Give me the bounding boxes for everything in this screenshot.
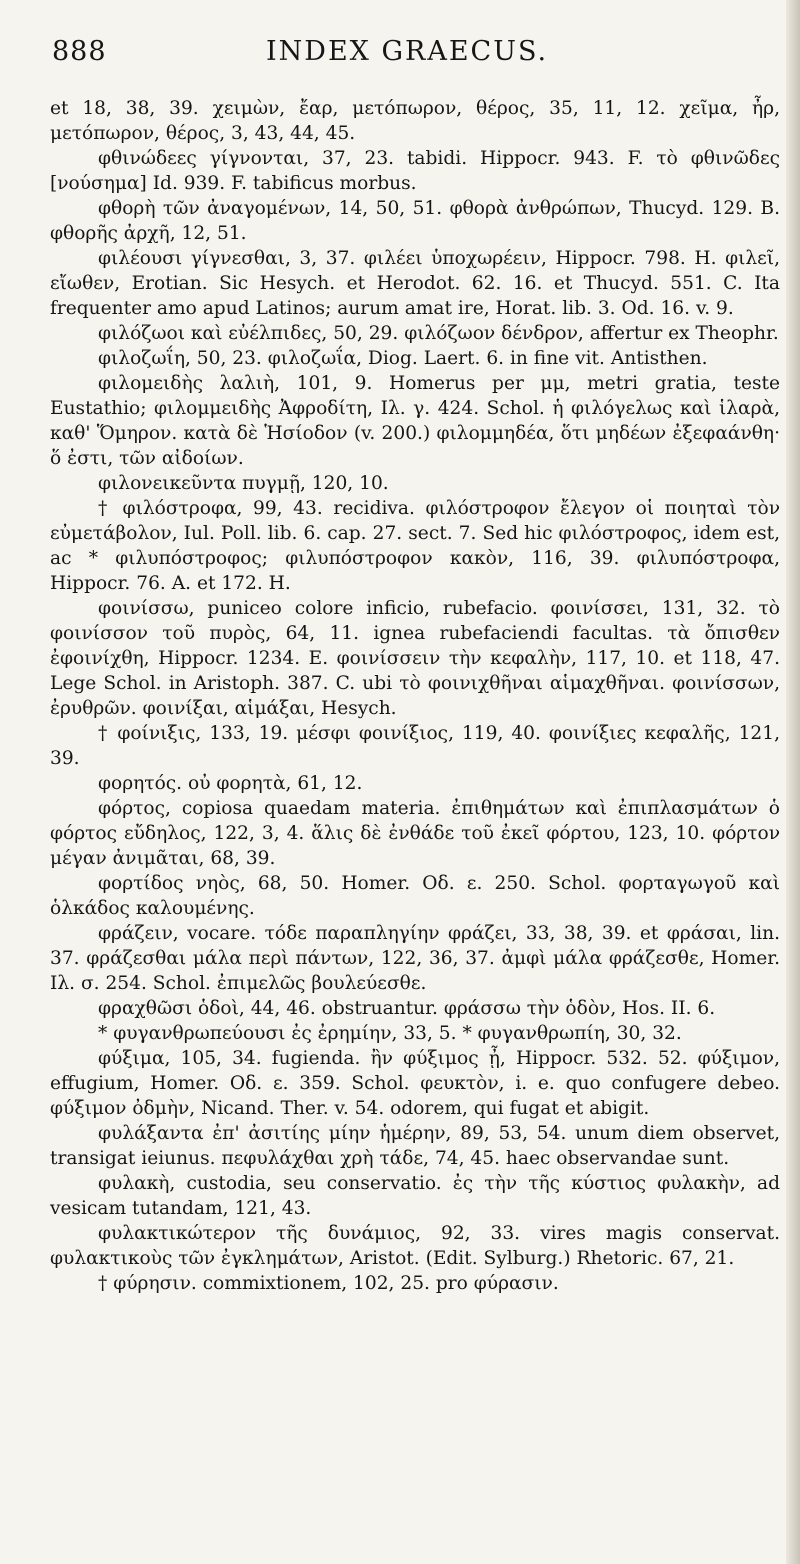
index-entry: φιλονεικεῦντα πυγμῇ, 120, 10.	[98, 473, 389, 494]
index-entry: φυλακὴ, custodia, seu conservatio. ἐς τὴν τῆς κύστιος φυλακὴν, ad vesicam tutandam, 121, 43.	[50, 1173, 780, 1219]
index-entry: φραχθῶσι ὁδοὶ, 44, 46. obstruantur. φράσσω τὴν ὁδὸν, Hos. II. 6.	[98, 998, 716, 1019]
page-header	[52, 30, 752, 70]
index-entry: φύξιμα, 105, 34. fugienda. ἢν φύξιμος ᾖ, Hippocr. 532. 52. φύξιμον, effugium, Homer. Οδ. ε. 359. Schol. φευκτὸν, i. e. quo confugere debeo. φύξιμον ὀδμὴν, Nicand. Ther. v. 54. odorem, qui fugat et abigit.	[50, 1048, 780, 1119]
index-entry: φιλόζωοι καὶ εὐέλπιδες, 50, 29. φιλόζωον δένδρον, affertur ex Theophr.	[98, 323, 779, 344]
index-entry: * φυγανθρωπεύουσι ἐς ἐρημίην, 33, 5. * φυγανθρωπίη, 30, 32.	[98, 1023, 682, 1044]
index-entry: φυλακτικώτερον τῆς δυνάμιος, 92, 33. vires magis conservat. φυλακτικοὺς τῶν ἐγκλημάτων, Aristot. (Edit. Sylburg.) Rhetoric. 67, 21.	[50, 1223, 780, 1269]
index-entry: φθινώδεες γίγνονται, 37, 23. tabidi. Hippocr. 943. F. τὸ φθινῶδες [νούσημα] Id. 939. F. tabificus morbus.	[50, 148, 780, 194]
index-entry: φιλομειδὴς λαλιὴ, 101, 9. Homerus per μμ, metri gratia, teste Eustathio; φιλομμειδὴς Ἀφροδίτη, Ιλ. γ. 424. Schol. ἡ φιλόγελως καὶ ἱλαρὰ, καθ' Ὅμηρον. κατὰ δὲ Ἡσίοδον (v. 200.) φιλομμηδέα, ὅτι μηδέων ἐξεφαάνθη· ὅ ἐστι, τῶν αἰδοίων.	[50, 373, 780, 469]
running-head: INDEX GRAECUS.	[266, 36, 549, 67]
page-edge	[786, 0, 800, 1564]
index-entry: † φύρησιν. commixtionem, 102, 25. pro φύρασιν.	[98, 1273, 559, 1294]
index-entry: φράζειν, vocare. τόδε παραπληγίην φράζει, 33, 38, 39. et φράσαι, lin. 37. φράζεσθαι μάλα περὶ πάντων, 122, 36, 37. ἀμφὶ μάλα φράζεσθε, Homer. Ιλ. σ. 254. Schol. ἐπιμελῶς βουλεύεσθε.	[50, 923, 780, 994]
index-entry: φυλάξαντα ἐπ' ἀσιτίης μίην ἡμέρην, 89, 53, 54. unum diem observet, transigat ieiunus. πεφυλάχθαι χρὴ τάδε, 74, 45. haec observandae sunt.	[50, 1123, 780, 1169]
index-entry: φιλέουσι γίγνεσθαι, 3, 37. φιλέει ὑποχωρέειν, Hippocr. 798. H. φιλεῖ, εἴωθεν, Erotian. Sic Hesych. et Herodot. 62. 16. et Thucyd. 551. C. Ita frequenter amo apud Latinos; aurum amat ire, Horat. lib. 3. Od. 16. v. 9.	[50, 248, 780, 319]
index-entry: † φοίνιξις, 133, 19. μέσφι φοινίξιος, 119, 40. φοινίξιες κεφαλῆς, 121, 39.	[50, 723, 780, 769]
index-entry: † φιλόστροφα, 99, 43. recidiva. φιλόστροφον ἔλεγον οἱ ποιηταὶ τὸν εὐμετάβολον, Iul. Poll. lib. 6. cap. 27. sect. 7. Sed hic φιλόστροφος, idem est, ac * φιλυπόστροφος; φιλυπόστροφον κακὸν, 116, 39. φιλυπόστροφα, Hippocr. 76. A. et 172. H.	[50, 498, 780, 594]
index-entry: φθορὴ τῶν ἀναγομένων, 14, 50, 51. φθορὰ ἀνθρώπων, Thucyd. 129. B. φθορῆς ἀρχῆ, 12, 51.	[50, 198, 780, 244]
index-entry: et 18, 38, 39. χειμὼν, ἔαρ, μετόπωρον, θέρος, 35, 11, 12. χεῖμα, ἦρ, μετόπωρον, θέρος, 3, 43, 44, 45.	[50, 98, 780, 144]
index-entry: φόρτος, copiosa quaedam materia. ἐπιθημάτων καὶ ἐπιπλασμάτων ὁ φόρτος εὔδηλος, 122, 3, 4. ἅλις δὲ ἐνθάδε τοῦ ἐκεῖ φόρτου, 123, 10. φόρτον μέγαν ἀνιμᾶται, 68, 39.	[50, 798, 780, 869]
index-entry: φορητός. οὐ φορητὰ, 61, 12.	[98, 773, 363, 794]
index-entry: φοινίσσω, puniceo colore inficio, rubefacio. φοινίσσει, 131, 32. τὸ φοινίσσον τοῦ πυρὸς, 64, 11. ignea rubefaciendi facultas. τὰ ὄπισθεν ἐφοινίχθη, Hippocr. 1234. E. φοινίσσειν τὴν κεφαλὴν, 117, 10. et 118, 47. Lege Schol. in Aristoph. 387. C. ubi τὸ φοινιχθῆναι αἱμαχθῆναι. φοινίσσων, ἐρυθρῶν. φοινίξαι, αἱμάξαι, Hesych.	[50, 598, 780, 719]
index-entry: φιλοζωΐη, 50, 23. φιλοζωΐα, Diog. Laert. 6. in fine vit. Antisthen.	[98, 348, 708, 369]
index-entries	[50, 96, 780, 1296]
page-number: 888	[52, 36, 107, 67]
index-entry: φορτίδος νηὸς, 68, 50. Homer. Οδ. ε. 250. Schol. φορταγωγοῦ καὶ ὁλκάδος καλουμένης.	[50, 873, 780, 919]
